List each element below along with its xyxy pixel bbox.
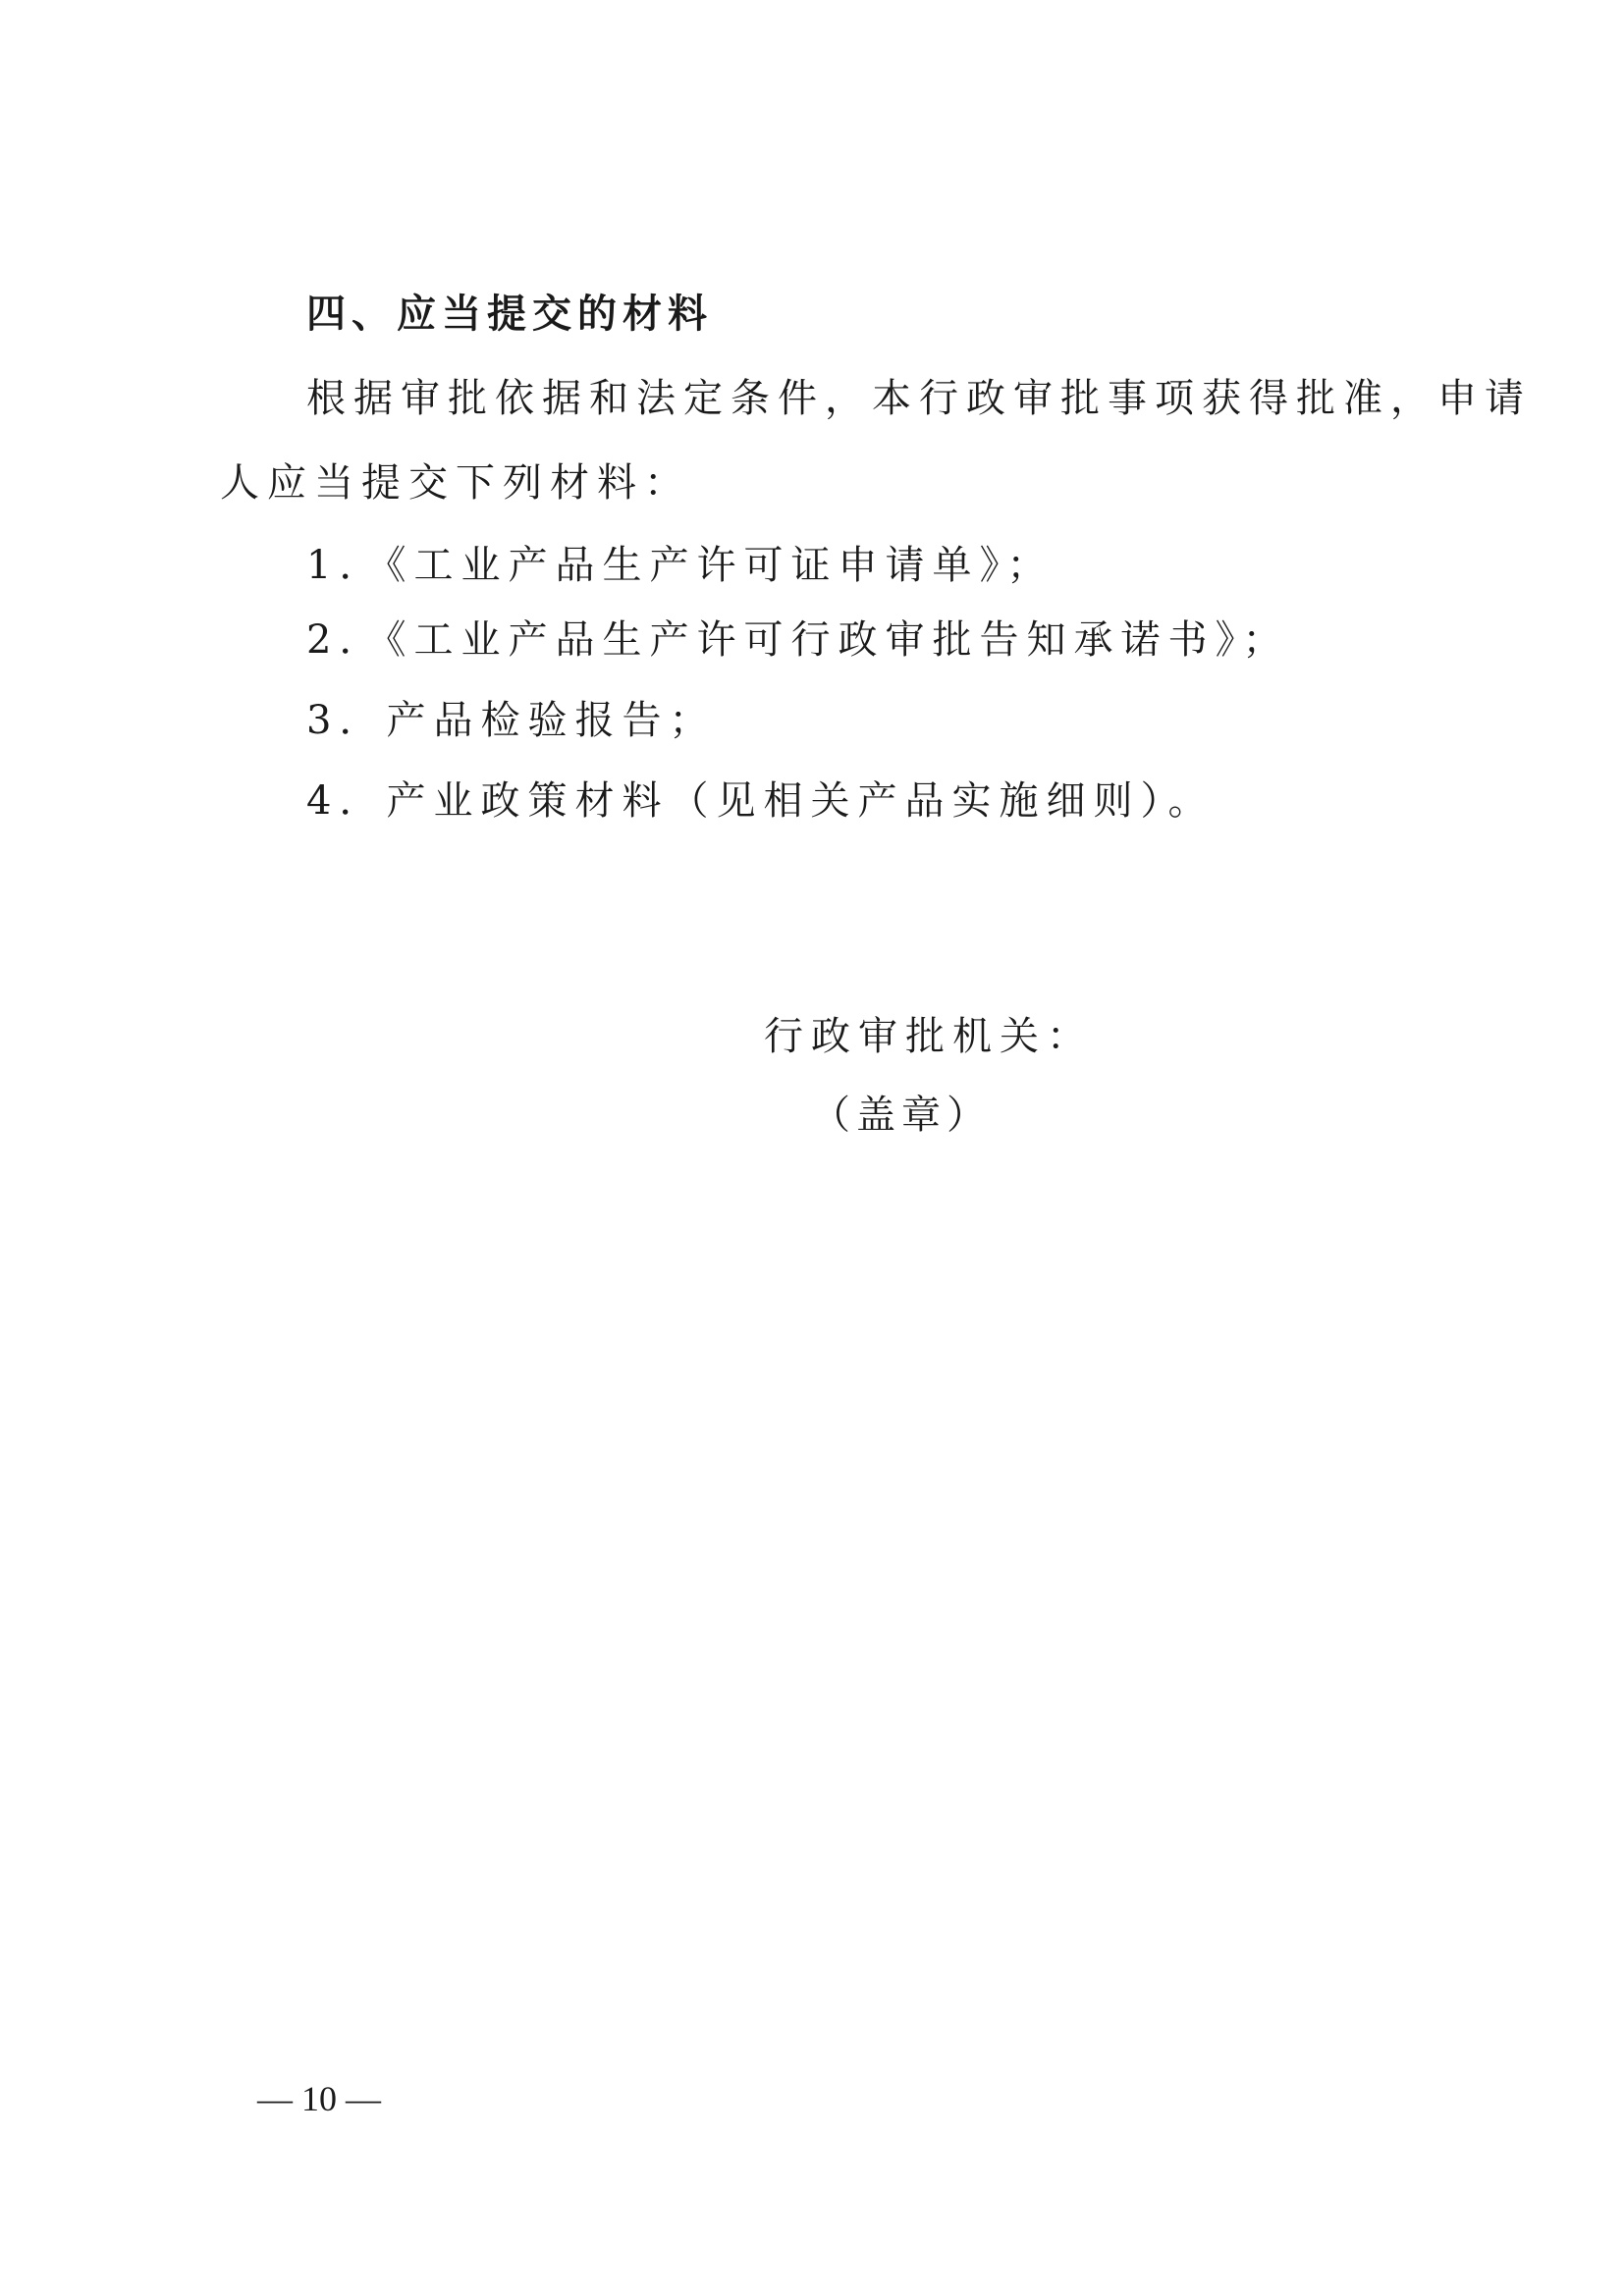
material-item-4: 4．产业政策材料（见相关产品实施细则）。 (306, 778, 1216, 824)
intro-paragraph-line-1: 根据审批依据和法定条件，本行政审批事项获得批准，申请 (306, 376, 1532, 421)
intro-paragraph-line-2: 人应当提交下列材料： (220, 460, 691, 506)
approval-authority-label: 行政审批机关： (764, 1014, 1094, 1059)
section-heading: 四、应当提交的材料 (306, 292, 713, 337)
seal-label: （盖章） (811, 1093, 992, 1138)
material-item-3: 3．产品检验报告； (306, 698, 717, 743)
material-item-2: 2．《工业产品生产许可行政审批告知承诺书》； (306, 617, 1290, 663)
page-number: — 10 — (257, 2079, 381, 2118)
material-item-1: 1．《工业产品生产许可证申请单》； (306, 543, 1055, 588)
